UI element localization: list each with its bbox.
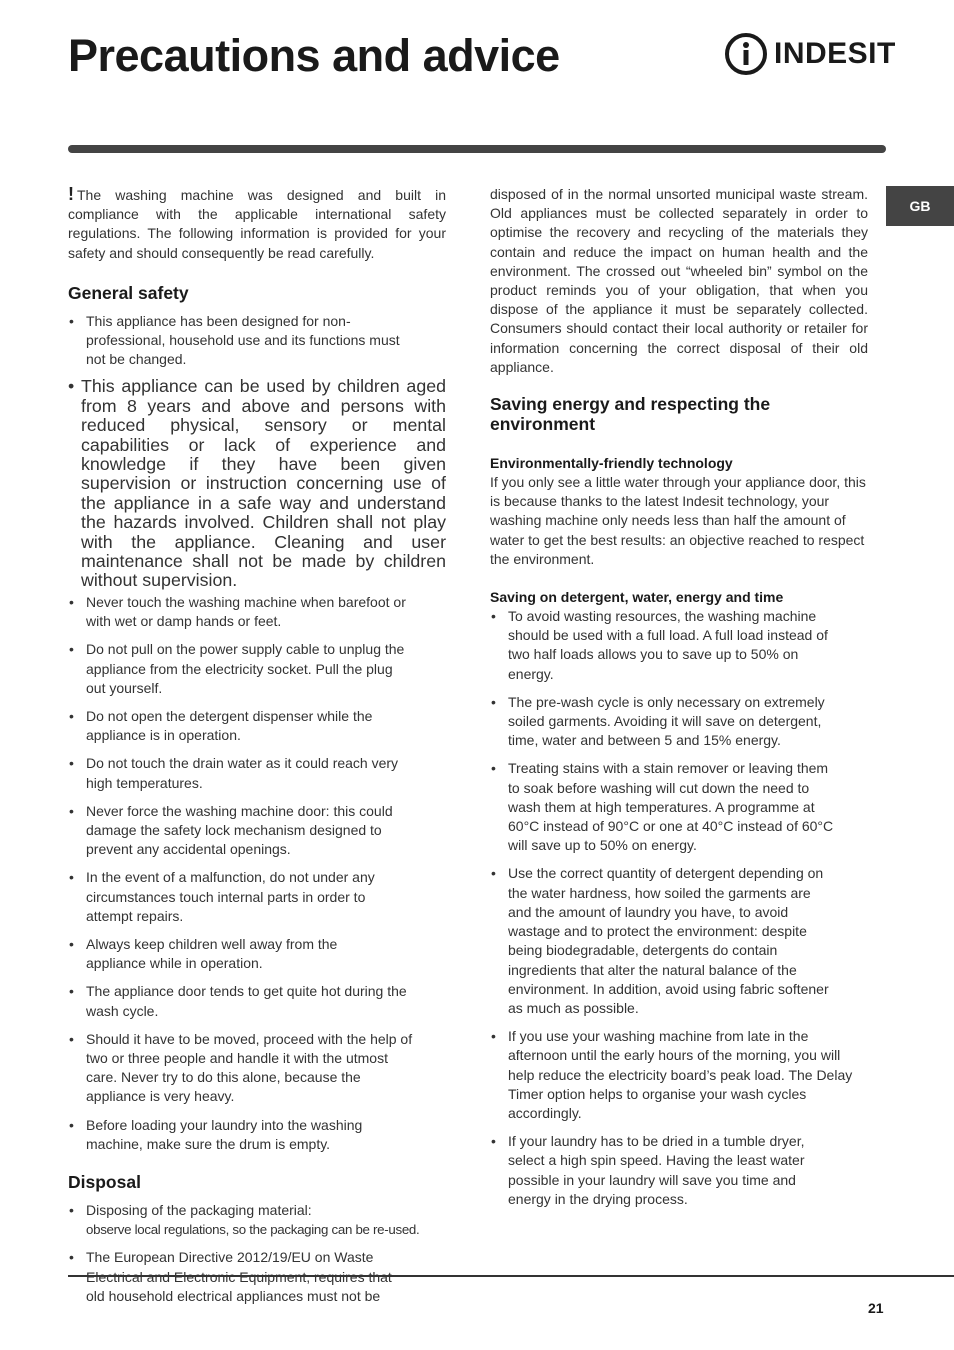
general-safety-heading: General safety	[68, 282, 189, 303]
list-item: • Should it have to be moved, proceed with the help of two or three people and handle it with the utmost care. Never try to do this alone, because the appliance is very heavy.	[68, 1030, 446, 1107]
header-divider	[68, 145, 886, 153]
footer-divider	[68, 1275, 954, 1277]
list-item: • Before loading your laundry into the washing machine, make sure the drum is empty.	[68, 1116, 446, 1154]
warning-mark: !	[68, 184, 74, 204]
saving-list	[490, 607, 868, 1209]
disposal-packaging-line2: observe local regulations, so the packaging can be re-used.	[86, 1222, 420, 1238]
list-item: • If you use your washing machine from late in the afternoon until the early hours of the morning, you will help reduce the electricity board’s peak load. The Delay Timer option helps to organise your wash cycles accordingly.	[490, 1027, 868, 1123]
intro-paragraph	[68, 185, 446, 263]
list-item: • Never touch the washing machine when barefoot or with wet or damp hands or feet.	[68, 593, 446, 631]
env-tech-text: If you only see a little water through your appliance door, this is because thanks to the latest Indesit technology, your washing machine only needs less than half the amount of water to get the best results: an objective reached to respect the environment.	[490, 474, 866, 567]
brand-name: INDESIT	[774, 37, 896, 70]
list-item: • The European Directive 2012/19/EU on Waste old household electrical appliances must not be	[68, 1248, 446, 1306]
list-item: • Treating stains with a stain remover or leaving them to soak before washing will cut down the need to wash them at high temperatures. A programme at 60°C instead of 90°C or one at 40°C instead of 60°C will save up to 50% on energy.	[490, 759, 868, 855]
list-item: • This appliance can be used by children aged from 8 years and above and persons with reduced physical, sensory or mental capabilities or lack of experience and knowledge if they have been given supervision or instruction concerning use of the appliance in a safe way and understand the hazards involved. Children shall not play with the appliance. Cleaning and user maintenance shall not be made by children without supervision.	[68, 377, 446, 590]
left-column	[68, 185, 446, 1315]
list-item: • The appliance door tends to get quite hot during the wash cycle.	[68, 982, 446, 1020]
list-item: • In the event of a malfunction, do not under any circumstances touch internal parts in order to attempt repairs.	[68, 868, 446, 926]
list-item: • To avoid wasting resources, the washing machine should be used with a full load. A full load instead of two half loads allows you to save up to 50% on energy.	[490, 607, 868, 684]
info-logo-icon	[724, 32, 768, 76]
list-item: • The pre-wash cycle is only necessary on extremely soiled garments. Avoiding it will save on detergent, time, water and between 5 and 15% energy.	[490, 693, 868, 751]
disposal-continued: disposed of in the normal unsorted municipal waste stream. Old appliances must be collected separately in order to optimise the recovery and recycling of the materials they contain and reduce the impact on human health and the environment. The crossed out “wheeled bin” symbol on the product reminds you of your obligation, that when you dispose of the appliance it must be separately collected. Consumers should contact their local authority or retailer for information concerning the correct disposal of their old appliance.	[490, 186, 868, 375]
list-item: • If your laundry has to be dried in a tumble dryer, select a high spin speed. Having the least water possible in your laundry will save you time and energy in the drying process.	[490, 1132, 868, 1209]
saving-energy-heading: Saving energy and respecting the environment	[490, 394, 771, 435]
list-item: • Do not touch the drain water as it could reach very high temperatures.	[68, 754, 446, 792]
list-item: • This appliance has been designed for non-professional, household use and its functions must not be changed.	[68, 312, 446, 370]
list-item: • Never force the washing machine door: this could damage the safety lock mechanism designed to prevent any accidental openings.	[68, 802, 446, 860]
brand-logo	[724, 30, 896, 78]
list-item: • Do not pull on the power supply cable to unplug the appliance from the electricity socket. Pull the plug out yourself.	[68, 640, 446, 698]
list-item: • Do not open the detergent dispenser while the appliance is in operation.	[68, 707, 446, 745]
general-safety-list	[68, 312, 446, 1154]
env-tech-heading: Environmentally-friendly technology	[490, 455, 733, 472]
language-tab: GB	[886, 186, 954, 226]
disposal-list	[68, 1201, 446, 1306]
right-column	[490, 185, 868, 1218]
list-item: • Use the correct quantity of detergent depending on the water hardness, how soiled the garments are and the amount of laundry you have, to avoid wastage and to protect the environment: despite being biodegradable, detergents do contain ingredients that alter the natural balance of the environment. In addition, avoid using fabric softener as much as possible.	[490, 864, 868, 1018]
saving-heading: Saving on detergent, water, energy and time	[490, 589, 784, 606]
page-title: Precautions and advice	[68, 30, 560, 81]
disposal-packaging-line1: Disposing of the packaging material:	[86, 1201, 312, 1218]
disposal-heading: Disposal	[68, 1171, 141, 1192]
list-item	[68, 1201, 446, 1239]
intro-text: The washing machine was designed and built in compliance with the applicable international safety regulations. The following information is provided for your safety and should consequently be read carefully.	[68, 187, 446, 261]
page-number: 21	[868, 1300, 884, 1316]
list-item: • Always keep children well away from the appliance while in operation.	[68, 935, 446, 973]
